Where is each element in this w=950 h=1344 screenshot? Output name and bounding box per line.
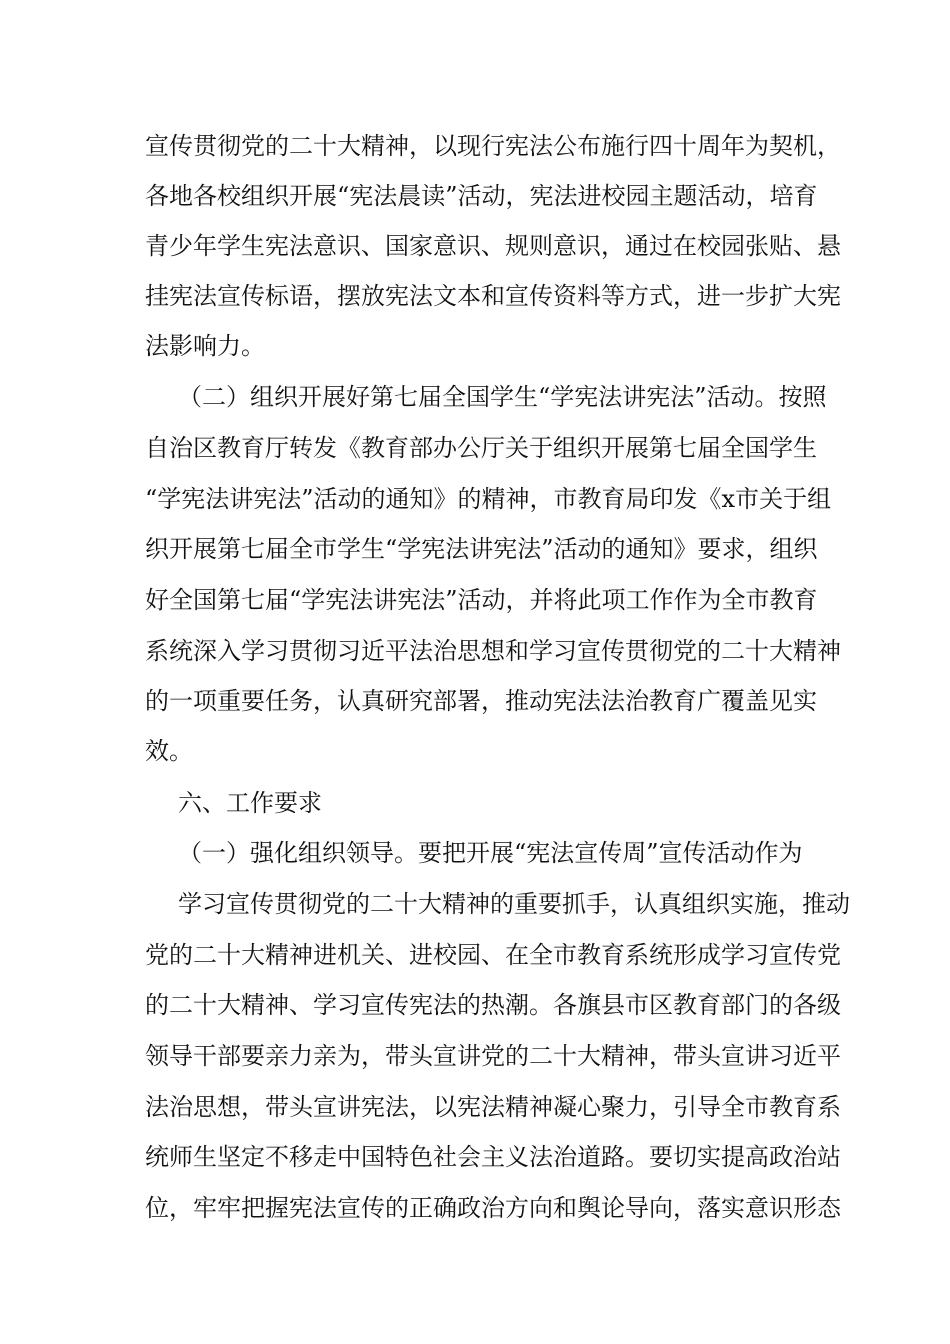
paragraph-1-line-3: 青少年学生宪法意识、国家意识、规则意识，通过在校园张贴、悬 [145, 232, 841, 260]
paragraph-2-line-1: （二）组织开展好第七届全国学生“学宪法讲宪法”活动。按照 [178, 383, 827, 411]
paragraph-4-line-1: 学习宣传贯彻党的二十大精神的重要抓手，认真组织实施，推动 [178, 890, 850, 918]
paragraph-2-line-4: 织开展第七届全市学生“学宪法讲宪法”活动的通知》要求，组织 [145, 535, 818, 563]
paragraph-1-line-2: 各地各校组织开展“宪法晨读”活动，宪法进校园主题活动，培育 [145, 182, 818, 210]
paragraph-2-line-7: 的一项重要任务，认真研究部署，推动宪法法治教育广覆盖见实 [145, 687, 817, 715]
paragraph-4-line-5: 法治思想，带头宣讲宪法，以宪法精神凝心聚力，引导全市教育系 [145, 1093, 841, 1121]
paragraph-4-line-4: 领导干部要亲力亲为，带头宣讲党的二十大精神，带头宣讲习近平 [145, 1042, 841, 1070]
paragraph-1-line-5: 法影响力。 [145, 332, 265, 360]
paragraph-4-line-6: 统师生坚定不移走中国特色社会主义法治道路。要切实提高政治站 [145, 1143, 841, 1171]
paragraph-2-line-6: 系统深入学习贯彻习近平法治思想和学习宣传贯彻党的二十大精神 [145, 637, 841, 665]
paragraph-4-line-2: 党的二十大精神进机关、进校园、在全市教育系统形成学习宣传党 [145, 941, 841, 969]
paragraph-2-line-8: 效。 [145, 737, 193, 765]
section-heading: 六、工作要求 [178, 789, 322, 817]
paragraph-1-line-4: 挂宪法宣传标语，摆放宪法文本和宣传资料等方式，进一步扩大宪 [145, 282, 841, 310]
paragraph-3-line-1: （一）强化组织领导。要把开展“宪法宣传周”宣传活动作为 [178, 839, 803, 867]
paragraph-2-line-3: “学宪法讲宪法”活动的通知》的精神，市教育局印发《x市关于组 [145, 485, 832, 513]
paragraph-2-line-5: 好全国第七届“学宪法讲宪法”活动，并将此项工作作为全市教育 [145, 586, 818, 614]
paragraph-4-line-3: 的二十大精神、学习宣传宪法的热潮。各旗县市区教育部门的各级 [145, 991, 841, 1019]
paragraph-2-line-2: 自治区教育厅转发《教育部办公厅关于组织开展第七届全国学生 [145, 434, 817, 462]
paragraph-4-line-7: 位，牢牢把握宪法宣传的正确政治方向和舆论导向，落实意识形态 [145, 1194, 841, 1222]
paragraph-1-line-1: 宣传贯彻党的二十大精神，以现行宪法公布施行四十周年为契机， [145, 132, 841, 160]
